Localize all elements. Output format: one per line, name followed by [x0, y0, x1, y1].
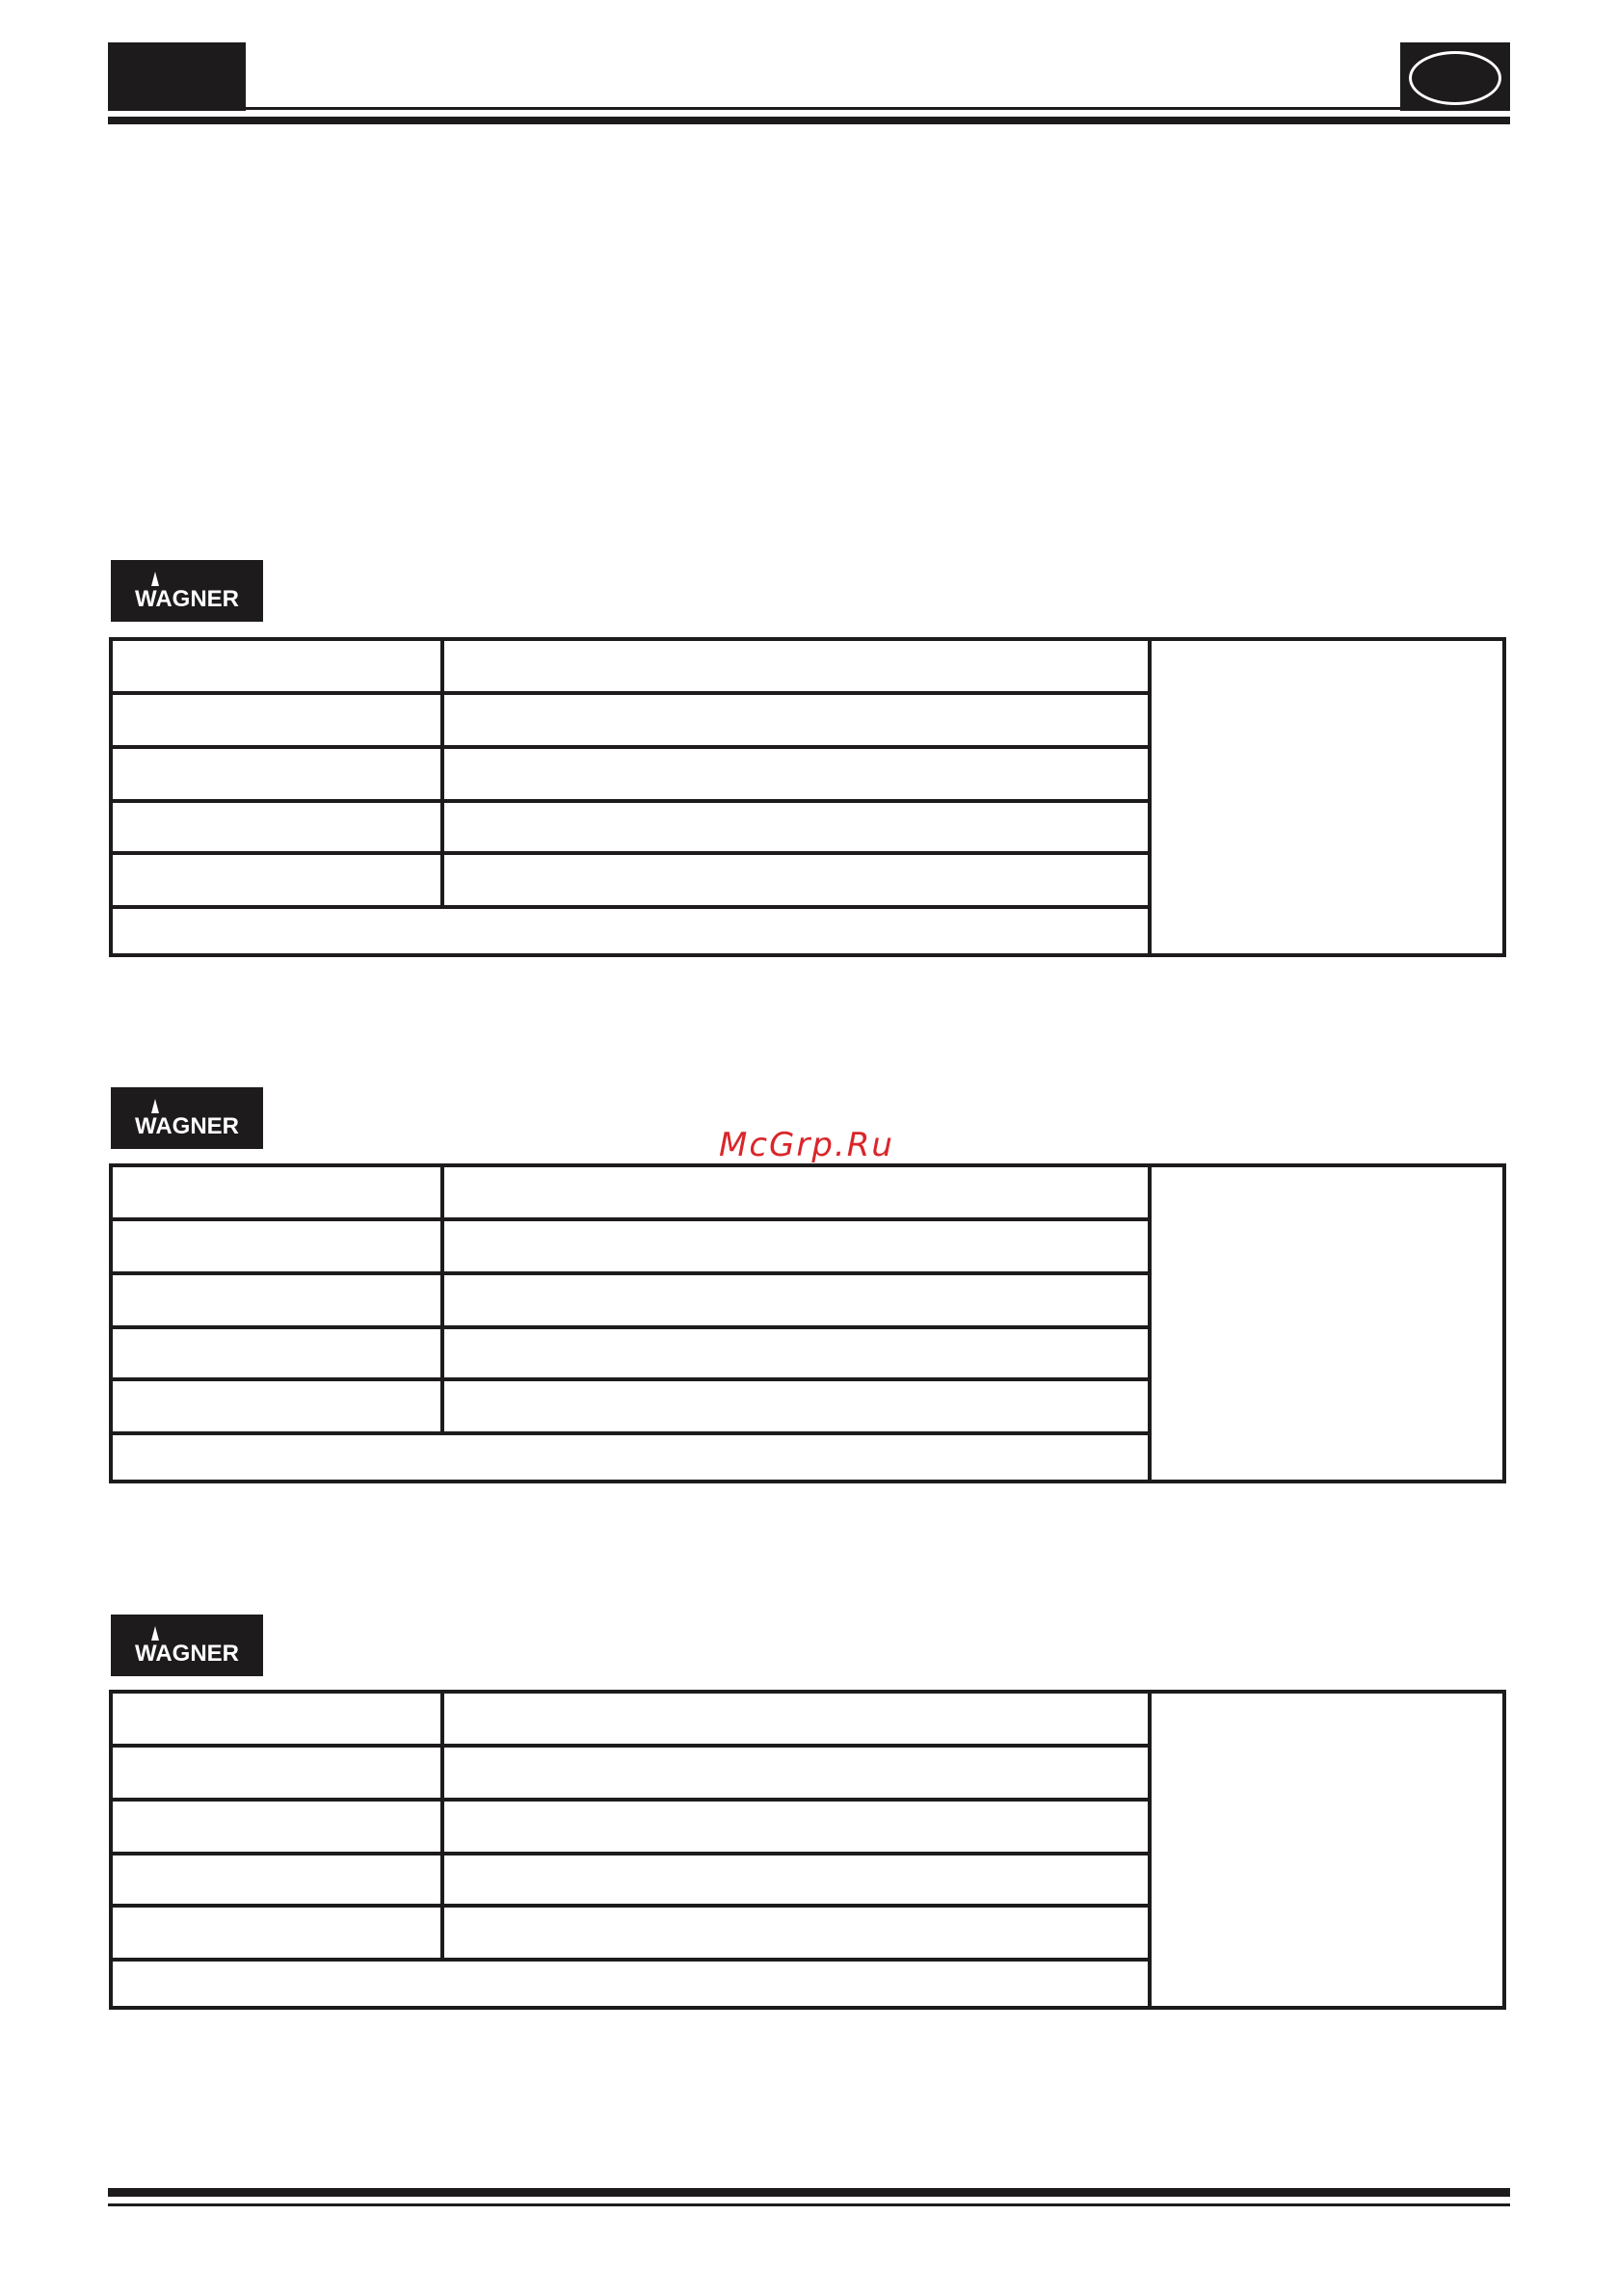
language-oval-icon — [1409, 51, 1501, 105]
row-divider — [113, 1958, 1148, 1962]
wagner-logo-icon — [124, 1624, 250, 1667]
svg-text:WAGNER: WAGNER — [135, 1641, 239, 1667]
label-column-divider — [440, 641, 444, 907]
row-divider — [113, 1744, 1148, 1748]
record-form-3 — [109, 1690, 1506, 2010]
label-column-divider — [440, 1694, 444, 1960]
row-divider — [113, 1325, 1148, 1329]
header-rule-thick — [108, 117, 1510, 124]
signature-column-divider — [1148, 1694, 1152, 2006]
row-divider — [113, 1377, 1148, 1381]
row-divider — [113, 905, 1148, 909]
row-divider — [113, 1798, 1148, 1802]
watermark-text: McGrp.Ru — [719, 1126, 894, 1164]
label-column-divider — [440, 1167, 444, 1433]
row-divider — [113, 745, 1148, 749]
wagner-logo-icon — [124, 570, 250, 612]
signature-column-divider — [1148, 641, 1152, 953]
row-divider — [113, 799, 1148, 803]
footer-rule-thick — [108, 2188, 1510, 2197]
record-form-2 — [109, 1163, 1506, 1483]
header-black-tab — [108, 42, 246, 111]
wagner-logo — [111, 560, 263, 622]
svg-text:WAGNER: WAGNER — [135, 586, 239, 612]
record-form-1 — [109, 637, 1506, 957]
row-divider — [113, 1904, 1148, 1908]
row-divider — [113, 1431, 1148, 1435]
row-divider — [113, 851, 1148, 855]
row-divider — [113, 691, 1148, 695]
header-language-badge — [1400, 42, 1510, 111]
footer-rule-thin — [108, 2203, 1510, 2206]
signature-column-divider — [1148, 1167, 1152, 1480]
svg-text:WAGNER: WAGNER — [135, 1113, 239, 1139]
row-divider — [113, 1852, 1148, 1855]
wagner-logo — [111, 1615, 263, 1676]
row-divider — [113, 1271, 1148, 1275]
wagner-logo — [111, 1087, 263, 1149]
wagner-logo-icon — [124, 1097, 250, 1139]
row-divider — [113, 1217, 1148, 1221]
header-rule-thin — [246, 107, 1400, 110]
